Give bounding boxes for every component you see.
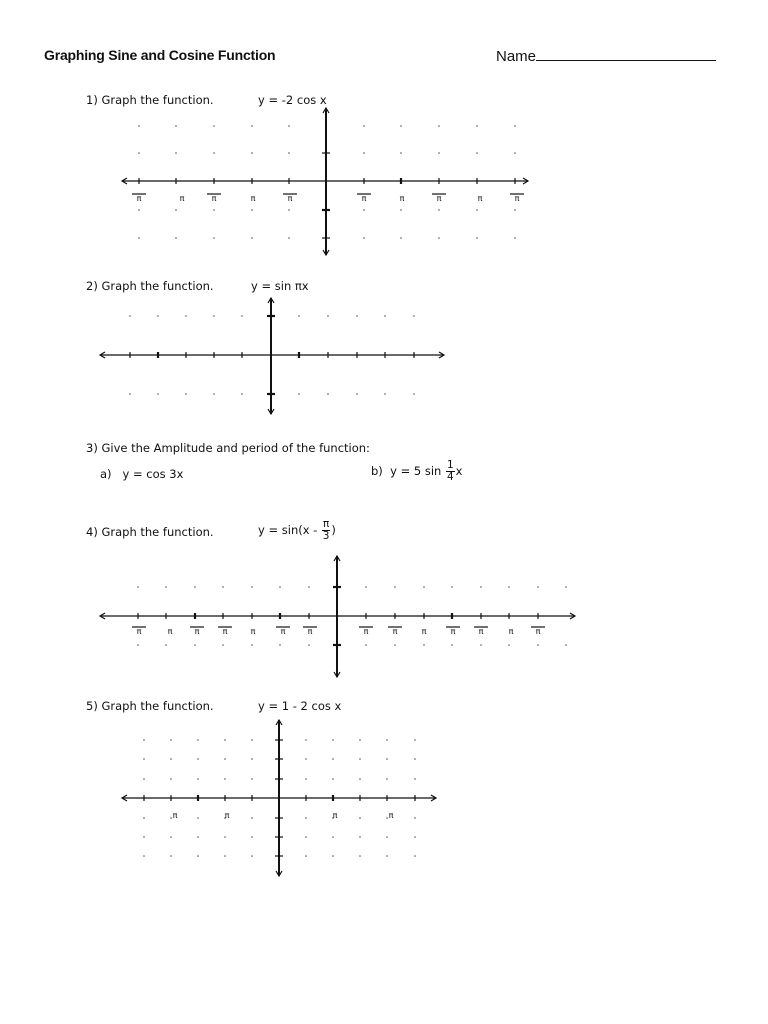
q5-grid-dot: [386, 836, 388, 838]
q5-grid-dot: [170, 855, 172, 857]
q5-grid-dot: [197, 758, 199, 760]
q3a-label: a): [100, 467, 112, 481]
q3b-label: b): [371, 464, 383, 478]
q5-grid-dot: [170, 778, 172, 780]
q5-grid-dot: [224, 778, 226, 780]
q4-fraction: $\frac{\pi}{3}$: [322, 518, 330, 542]
q1-grid-dot: [363, 152, 365, 154]
q1-pi-label: π: [361, 194, 367, 203]
q1-grid-dot: [476, 125, 478, 127]
q1-grid-dot: [514, 237, 516, 239]
q1-grid-dot: [251, 209, 253, 211]
q4-pi-label: π: [508, 627, 514, 636]
q4-grid-dot: [394, 644, 396, 646]
q1-grid-dot: [363, 125, 365, 127]
q1-grid-dot: [438, 209, 440, 211]
q1-pi-label: π: [477, 194, 483, 203]
q5-pi-label: π: [172, 811, 178, 820]
q5-grid-dot: [251, 778, 253, 780]
q5-grid-dot: [386, 758, 388, 760]
q1-grid-dot: [251, 152, 253, 154]
q4-grid-dot: [222, 586, 224, 588]
q2-grid-dot: [384, 315, 386, 317]
q4-pi-label: π: [363, 627, 369, 636]
q2-grid-dot: [298, 393, 300, 395]
q4-grid-dot: [165, 586, 167, 588]
q4-pi-label: π: [250, 627, 256, 636]
q5-grid-dot: [359, 739, 361, 741]
q1-grid-dot: [213, 237, 215, 239]
q5-grid-dot: [414, 836, 416, 838]
q1-grid-dot: [438, 152, 440, 154]
q4-grid-dot: [137, 644, 139, 646]
q5-grid-dot: [332, 855, 334, 857]
q5-grid-dot: [386, 817, 388, 819]
q1-grid-dot: [213, 125, 215, 127]
q5-grid-dot: [305, 817, 307, 819]
q5-grid-dot: [143, 778, 145, 780]
q1-grid-dot: [476, 237, 478, 239]
q5-grid-dot: [197, 817, 199, 819]
q5-grid-dot: [414, 855, 416, 857]
q5-prompt: 5) Graph the function.: [86, 699, 214, 713]
q4-grid-dot: [423, 586, 425, 588]
q1-grid-dot: [251, 237, 253, 239]
q4-grid-dot: [279, 644, 281, 646]
q1-grid-dot: [138, 125, 140, 127]
q1-grid-dot: [213, 209, 215, 211]
q1-grid-dot: [363, 237, 365, 239]
q5-grid-dot: [197, 836, 199, 838]
q5-grid-dot: [386, 739, 388, 741]
q1-grid-dot: [138, 152, 140, 154]
q5-grid-dot: [414, 817, 416, 819]
q2-grid-dot: [213, 315, 215, 317]
q1-pi-label: π: [211, 194, 217, 203]
q5-grid-dot: [359, 758, 361, 760]
q1-grid-dot: [400, 237, 402, 239]
q4-grid-dot: [365, 586, 367, 588]
q2-grid-dot: [157, 393, 159, 395]
q5-grid-dot: [170, 817, 172, 819]
q1-grid-dot: [438, 237, 440, 239]
q2-grid-dot: [129, 393, 131, 395]
q5-grid-dot: [224, 739, 226, 741]
q4-grid-dot: [251, 644, 253, 646]
q5-grid-dot: [143, 758, 145, 760]
q2-grid-dot: [157, 315, 159, 317]
q3b-eq-prefix: y = 5 sin: [390, 464, 442, 478]
q1-pi-label: π: [399, 194, 405, 203]
q5-grid-dot: [414, 739, 416, 741]
q1-pi-label: π: [250, 194, 256, 203]
q5-pi-label: π: [388, 811, 394, 820]
q2-grid-dot: [384, 393, 386, 395]
q5-grid-dot: [332, 758, 334, 760]
q5-grid-dot: [143, 739, 145, 741]
q4-pi-label: π: [222, 627, 228, 636]
q1-grid-dot: [175, 237, 177, 239]
q1-pi-label: π: [514, 194, 520, 203]
q1-grid-dot: [400, 125, 402, 127]
q5-equation: y = 1 - 2 cos x: [258, 699, 342, 713]
q4-grid-dot: [537, 586, 539, 588]
q1-grid-dot: [514, 209, 516, 211]
q1-grid-dot: [288, 125, 290, 127]
q1-grid-dot: [400, 209, 402, 211]
q4-grid-dot: [565, 644, 567, 646]
q1-grid-dot: [514, 125, 516, 127]
q4-pi-label: π: [421, 627, 427, 636]
q5-grid-dot: [251, 817, 253, 819]
q2-grid-dot: [185, 393, 187, 395]
q4-grid-dot: [508, 586, 510, 588]
q1-grid-dot: [288, 152, 290, 154]
q2-grid-dot: [298, 315, 300, 317]
q5-grid-dot: [305, 778, 307, 780]
q2-grid-dot: [213, 393, 215, 395]
q5-pi-label: π: [224, 811, 230, 820]
q5-grid-dot: [143, 855, 145, 857]
q1-grid-dot: [288, 237, 290, 239]
q4-pi-label: π: [194, 627, 200, 636]
q5-grid-dot: [170, 739, 172, 741]
q1-grid-dot: [213, 152, 215, 154]
q5-grid-dot: [197, 739, 199, 741]
q1-pi-label: π: [436, 194, 442, 203]
q1-grid-dot: [251, 125, 253, 127]
q1-prompt: 1) Graph the function.: [86, 93, 214, 107]
q3b-fraction: $\frac{1}{4}$: [446, 459, 454, 483]
q4-grid-dot: [394, 586, 396, 588]
q5-grid-dot: [224, 855, 226, 857]
q2-grid-dot: [327, 315, 329, 317]
q2-grid-dot: [356, 315, 358, 317]
q5-grid-dot: [170, 836, 172, 838]
q4-grid-dot: [194, 586, 196, 588]
q2-grid-dot: [413, 315, 415, 317]
q5-grid-dot: [224, 836, 226, 838]
q2-grid-dot: [129, 315, 131, 317]
q4-grid-dot: [537, 644, 539, 646]
q1-pi-label: π: [179, 194, 185, 203]
q4-grid-dot: [279, 586, 281, 588]
q5-grid-dot: [143, 836, 145, 838]
q3-prompt: 3) Give the Amplitude and period of the function:: [86, 441, 370, 455]
q1-grid-dot: [288, 209, 290, 211]
q1-grid-dot: [438, 125, 440, 127]
q5-grid-dot: [251, 855, 253, 857]
q1-grid-dot: [138, 209, 140, 211]
q1-grid-dot: [175, 125, 177, 127]
q2-grid-dot: [413, 393, 415, 395]
q5-grid-dot: [170, 758, 172, 760]
q5-grid-dot: [305, 758, 307, 760]
q4-grid-dot: [194, 644, 196, 646]
q4-grid-dot: [308, 644, 310, 646]
q5-grid-dot: [359, 778, 361, 780]
q1-grid-dot: [363, 209, 365, 211]
q5-pi-label: π: [332, 811, 338, 820]
q4-grid-dot: [508, 644, 510, 646]
q2-prompt: 2) Graph the function.: [86, 279, 214, 293]
q5-grid-dot: [197, 778, 199, 780]
q1-grid-dot: [476, 209, 478, 211]
q4-prompt: 4) Graph the function.: [86, 525, 214, 539]
q1-grid-dot: [400, 152, 402, 154]
q5-grid-dot: [305, 836, 307, 838]
q4-grid-dot: [222, 644, 224, 646]
q5-grid-dot: [332, 778, 334, 780]
q4-grid-dot: [451, 586, 453, 588]
q1-grid-dot: [138, 237, 140, 239]
q4-pi-label: π: [450, 627, 456, 636]
q5-grid-dot: [143, 817, 145, 819]
q2-grid-dot: [356, 393, 358, 395]
q2-grid-dot: [241, 393, 243, 395]
worksheet-title: Graphing Sine and Cosine Function: [44, 47, 276, 63]
q4-grid-dot: [165, 644, 167, 646]
q3a-equation: y = cos 3x: [122, 467, 184, 481]
q5-grid-dot: [305, 855, 307, 857]
q1-grid-dot: [175, 209, 177, 211]
q5-grid-dot: [414, 758, 416, 760]
q4-pi-label: π: [136, 627, 142, 636]
q4-pi-label: π: [478, 627, 484, 636]
q2-grid-dot: [327, 393, 329, 395]
q5-grid-dot: [359, 855, 361, 857]
q5-grid-dot: [251, 836, 253, 838]
q4-grid-dot: [308, 586, 310, 588]
q4-grid-dot: [451, 644, 453, 646]
q5-grid-dot: [414, 778, 416, 780]
q4-grid-dot: [565, 586, 567, 588]
q2-grid-dot: [185, 315, 187, 317]
q5-grid-dot: [224, 758, 226, 760]
q5-grid-dot: [359, 836, 361, 838]
q1-equation: y = -2 cos x: [258, 93, 327, 107]
q5-grid-dot: [251, 758, 253, 760]
q4-grid-dot: [251, 586, 253, 588]
q4-pi-label: π: [535, 627, 541, 636]
q2-equation: y = sin πx: [251, 279, 309, 293]
q4-pi-label: π: [167, 627, 173, 636]
q5-grid-dot: [305, 739, 307, 741]
q4-grid-dot: [480, 644, 482, 646]
q5-grid-dot: [251, 739, 253, 741]
q5-grid-dot: [332, 739, 334, 741]
q5-grid-dot: [386, 855, 388, 857]
q5-grid-dot: [332, 836, 334, 838]
q5-grid-dot: [197, 855, 199, 857]
q4-equation: y = sin(x - $\frac{\pi}{3}$ ): [258, 518, 336, 542]
q4-grid-dot: [423, 644, 425, 646]
q1-grid-dot: [175, 152, 177, 154]
q1-pi-label: π: [136, 194, 142, 203]
q4-pi-label: π: [307, 627, 313, 636]
q3b-eq-suffix: x: [455, 464, 463, 478]
q5-grid-dot: [359, 817, 361, 819]
q4-grid-dot: [365, 644, 367, 646]
q5-grid-dot: [386, 778, 388, 780]
q4-pi-label: π: [392, 627, 398, 636]
q4-pi-label: π: [280, 627, 286, 636]
q1-grid-dot: [514, 152, 516, 154]
q1-pi-label: π: [287, 194, 293, 203]
q4-grid-dot: [137, 586, 139, 588]
q1-grid-dot: [476, 152, 478, 154]
q4-grid-dot: [480, 586, 482, 588]
q2-grid-dot: [241, 315, 243, 317]
name-label: Name: [496, 48, 537, 65]
